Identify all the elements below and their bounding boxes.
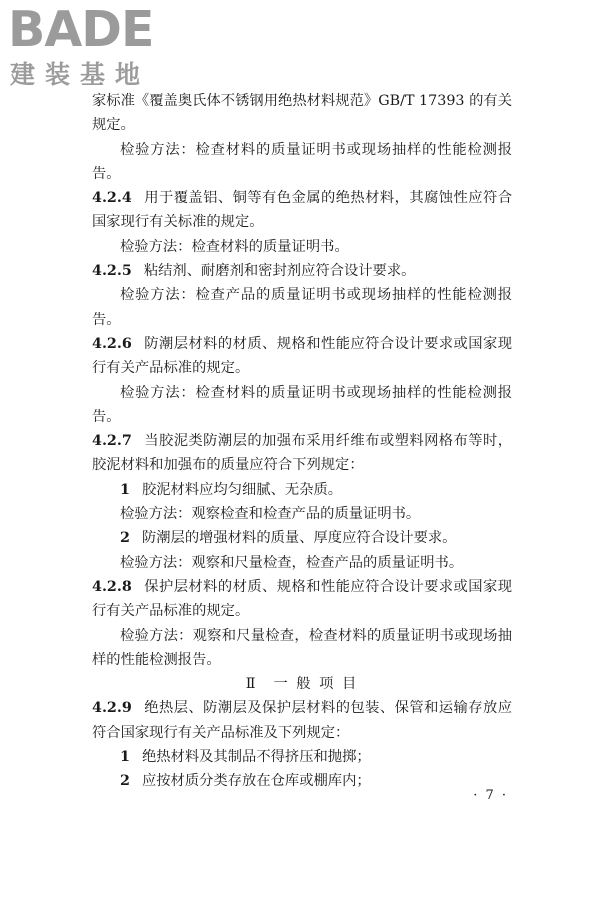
item-number: 1	[120, 481, 130, 498]
clause-text: 防潮层材料的材质、规格和性能应符合设计要求或国家现行有关产品标准的规定。	[92, 335, 512, 377]
bade-logo	[8, 1, 183, 94]
item-text: 胶泥材料应均匀细腻、无杂质。	[141, 481, 343, 498]
item-text: 防潮层的增强材料的质量、厚度应符合设计要求。	[141, 530, 457, 547]
item-number: 2	[120, 530, 130, 547]
clause-4-2-5	[92, 259, 512, 283]
clause-text: 粘结剂、耐磨剂和密封剂应符合设计要求。	[143, 263, 416, 280]
inspection-method: 检验方法：检查材料的质量证明书。	[120, 238, 349, 255]
inspection-method: 检验方法：检查产品的质量证明书或现场抽样的性能检测报告。	[92, 287, 512, 328]
clause-4-2-9	[92, 696, 512, 745]
clause-number: 4.2.6	[92, 335, 132, 352]
list-item	[92, 769, 512, 793]
clause-number: 4.2.5	[92, 263, 132, 280]
list-item	[92, 745, 512, 769]
clause-number: 4.2.8	[92, 578, 132, 595]
clause-4-2-4	[92, 186, 512, 235]
item-text: 应按材质分类存放在仓库或棚库内；	[141, 773, 371, 790]
clause-text: 当胶泥类防潮层的加强布采用纤维布或塑料网格布等时，胶泥材料和加强布的质量应符合下列规定：	[92, 433, 512, 474]
item-number: 1	[120, 749, 130, 766]
paragraph-continued: 家标准《覆盖奥氏体不锈钢用绝热材料规范》GB/T 17393 的有关规定。	[92, 93, 512, 134]
clause-number: 4.2.4	[92, 190, 132, 207]
item-text: 绝热材料及其制品不得挤压和抛掷；	[141, 749, 371, 766]
inspection-method: 检验方法：观察检查和检查产品的质量证明书。	[120, 506, 421, 523]
page-number: · 7 ·	[473, 788, 508, 803]
clause-text: 保护层材料的材质、规格和性能应符合设计要求或国家现行有关产品标准的规定。	[92, 578, 512, 620]
list-item	[92, 478, 512, 502]
document-body	[92, 89, 512, 794]
inspection-method: 检验方法：检查材料的质量证明书或现场抽样的性能检测报告。	[92, 384, 512, 425]
clause-number: 4.2.7	[92, 433, 132, 450]
clause-4-2-8	[92, 575, 512, 624]
section-title: 一 般 项 目	[273, 676, 359, 693]
clause-4-2-6	[92, 332, 512, 381]
inspection-method: 检验方法：检查材料的质量证明书或现场抽样的性能检测报告。	[92, 141, 512, 182]
section-roman: Ⅱ	[245, 676, 258, 693]
clause-4-2-7	[92, 429, 512, 478]
section-heading	[92, 672, 512, 696]
item-number: 2	[120, 773, 130, 790]
clause-number: 4.2.9	[92, 700, 132, 717]
clause-text: 绝热层、防潮层及保护层材料的包装、保管和运输存放应符合国家现行有关产品标准及下列规定：	[92, 700, 512, 741]
logo-sub-text: 建装基地	[10, 60, 151, 89]
inspection-method: 检验方法：观察和尺量检查，检查产品的质量证明书。	[120, 554, 464, 571]
clause-text: 用于覆盖铝、铜等有色金属的绝热材料，其腐蚀性应符合国家现行有关标准的规定。	[92, 190, 512, 231]
inspection-method: 检验方法：观察和尺量检查，检查材料的质量证明书或现场抽样的性能检测报告。	[92, 627, 512, 668]
list-item	[92, 526, 512, 550]
logo-main-text: BADE	[8, 1, 154, 58]
